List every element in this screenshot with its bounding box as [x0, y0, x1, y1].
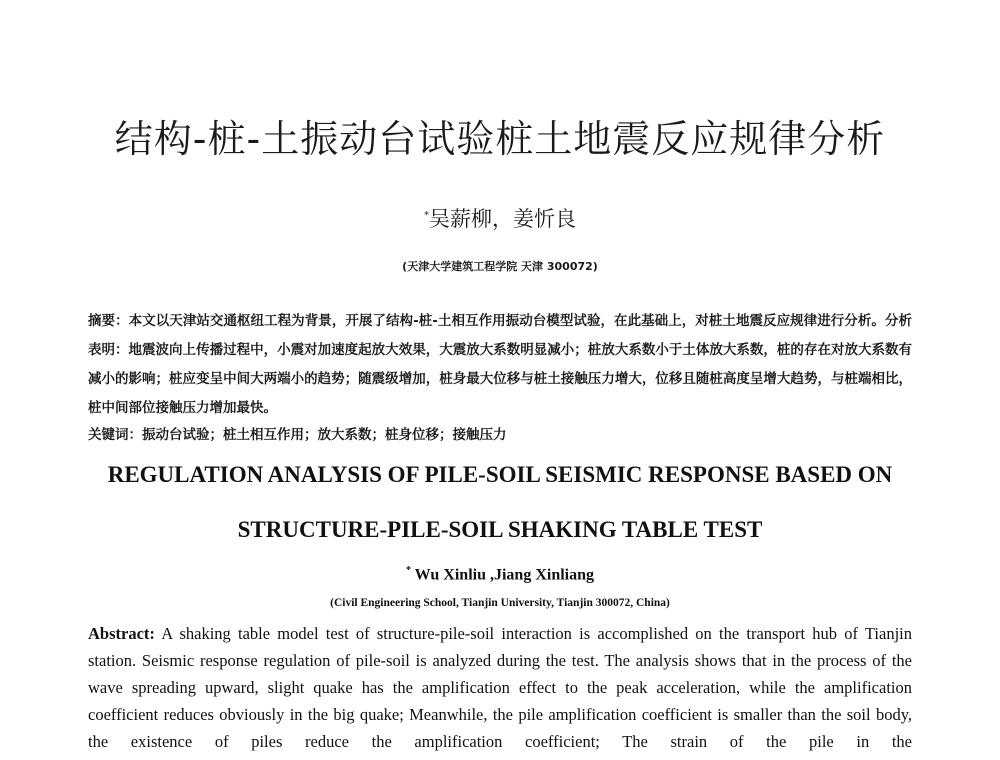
english-authors	[0, 565, 1000, 584]
chinese-affiliation: (天津大学建筑工程学院 天津 300072)	[402, 260, 598, 273]
english-corresponding-author-mark: *	[405, 565, 411, 576]
chinese-authors	[0, 203, 1000, 233]
english-affiliation: (Civil Engineering School, Tianjin University, Tianjin 300072, China)	[330, 597, 670, 609]
english-title-line-1: REGULATION ANALYSIS OF PILE-SOIL SEISMIC RESPONSE BASED ON	[107, 462, 893, 487]
chinese-abstract-label: 摘要：	[88, 313, 129, 329]
chinese-abstract	[88, 307, 912, 423]
chinese-author-names: 吴薪柳，姜忻良	[429, 207, 576, 231]
chinese-keywords	[88, 423, 912, 447]
chinese-keywords-label: 关键词：	[88, 427, 142, 443]
english-abstract-text: A shaking table model test of structure-pile-soil interaction is accomplished on the transport hub of Tianjin station. Seismic response regulation of pile-soil is analyzed during the test. The analysis shows that in the process of the wave spreading upward, slight quake has the amplification effect to the peak acceleration, while the amplification coefficient reduces obviously in the big quake; Meanwhile, the pile amplification coefficient is smaller than the soil body, the existence of piles reduce the amplification coefficient; The strain of the pile in the	[88, 624, 912, 751]
english-abstract	[88, 620, 912, 755]
chinese-keywords-text: 振动台试验；桩土相互作用；放大系数；桩身位移；接触压力	[142, 427, 507, 443]
english-abstract-label: Abstract:	[88, 624, 155, 643]
corresponding-author-mark: *	[424, 210, 429, 221]
english-author-names: Wu Xinliu ,Jiang Xinliang	[410, 566, 595, 584]
english-title-line-2: STRUCTURE-PILE-SOIL SHAKING TABLE TEST	[237, 517, 763, 542]
chinese-title: 结构-桩-土振动台试验桩土地震反应规律分析	[114, 117, 886, 161]
chinese-abstract-text: 本文以天津站交通枢纽工程为背景，开展了结构-桩-土相互作用振动台模型试验，在此基础上，对桩土地震反应规律进行分析。分析表明：地震波向上传播过程中，小震对加速度起放大效果，大震放大系数明显减小；桩放大系数小于土体放大系数，桩的存在对放大系数有减小的影响；桩应变呈中间大两端小的趋势；随震级增加，桩身最大位移与桩土接触压力增大，位移且随桩高度呈增大趋势，与桩端相比，桩中间部位接触压力增加最快。	[88, 313, 912, 416]
